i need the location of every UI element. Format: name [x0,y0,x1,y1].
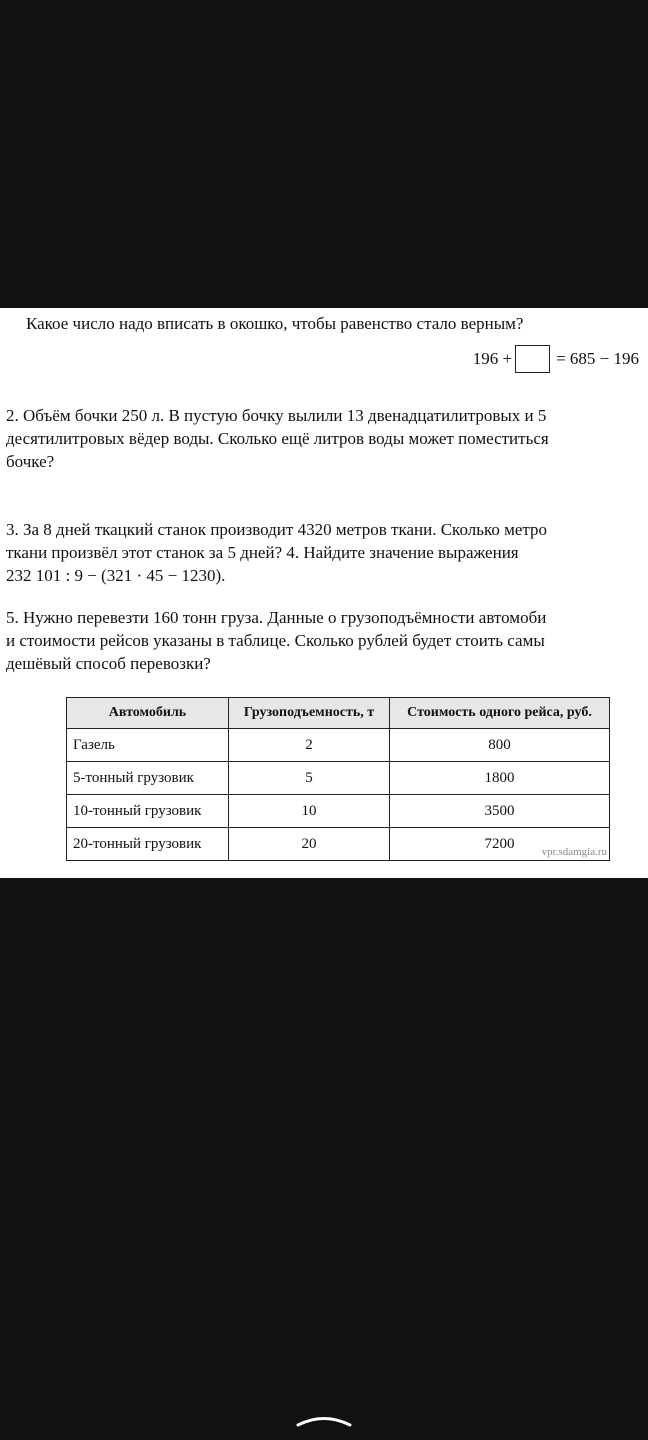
answer-box [515,345,550,373]
header-capacity: Грузоподъемность, т [229,698,390,729]
cell-cost: 800 [390,729,610,762]
problem-2-line: 2. Объём бочки 250 л. В пустую бочку вылили 13 двенадцатилитровых и 5 [6,406,547,425]
table-row [67,795,610,828]
problem-5-line: дешёвый способ перевозки? [6,654,211,673]
top-dark-area [0,0,648,308]
header-cost: Стоимость одного рейса, руб. [390,698,610,729]
problem-2-line: бочке? [6,452,55,471]
problem-3-line: ткани произвёл этот станок за 5 дней? 4. Найдите значение выражения [6,543,519,562]
trucks-table [66,697,610,861]
cell-capacity: 2 [229,729,390,762]
bottom-dark-area [0,878,648,1440]
header-vehicle: Автомобиль [67,698,229,729]
chevron-up-icon[interactable] [296,1412,352,1433]
cell-vehicle: 5-тонный грузовик [67,762,229,795]
equation [473,345,639,373]
problem-5 [6,606,546,675]
cell-cost: 1800 [390,762,610,795]
question-1-text: Какое число надо вписать в окошко, чтобы равенство стало верным? [26,314,524,333]
cell-cost: 3500 [390,795,610,828]
table-row [67,729,610,762]
cell-capacity: 5 [229,762,390,795]
equation-left: 196 + [472,349,513,368]
problem-3 [6,518,547,587]
problem-2-line: десятилитровых вёдер воды. Сколько ещё литров воды может поместиться [6,429,549,448]
cell-vehicle: 20-тонный грузовик [67,828,229,861]
equation-right: = 685 − 196 [556,349,639,368]
problem-2 [6,404,549,473]
table-header-row [67,698,610,729]
cell-capacity: 20 [229,828,390,861]
watermark: vpr.sdamgia.ru [541,846,607,858]
cell-capacity: 10 [229,795,390,828]
cell-cost: 7200 [484,835,515,852]
cell-vehicle: Газель [67,729,229,762]
table-row [67,828,610,861]
problem-3-line: 3. За 8 дней ткацкий станок производит 4320 метров ткани. Сколько метро [6,520,548,539]
cell-vehicle: 10-тонный грузовик [67,795,229,828]
cell-cost-with-watermark [390,828,610,861]
problem-5-line: и стоимости рейсов указаны в таблице. Сколько рублей будет стоить самы [6,631,545,650]
table-row [67,762,610,795]
problem-5-line: 5. Нужно перевезти 160 тонн груза. Данные о грузоподъёмности автомоби [6,608,547,627]
content-area [0,308,648,878]
problem-3-line: 232 101 : 9 − (321 · 45 − 1230). [6,566,226,585]
